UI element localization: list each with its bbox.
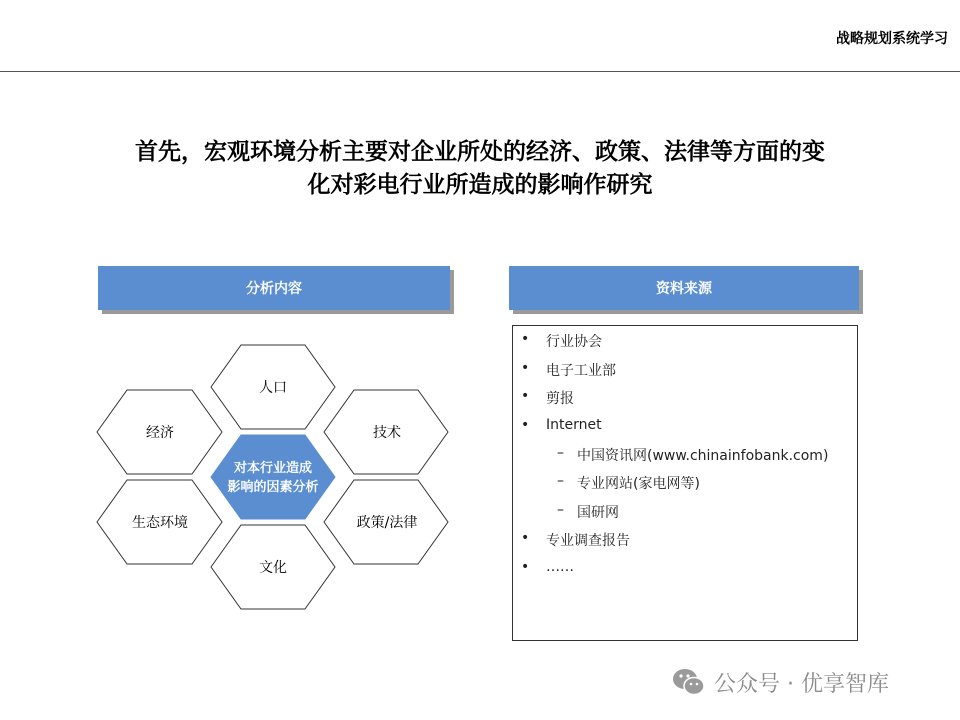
source-item: 电子工业部 bbox=[546, 363, 616, 379]
bullet-icon: • bbox=[521, 530, 530, 546]
source-item: …… bbox=[546, 559, 574, 575]
hex-ecology bbox=[97, 480, 222, 564]
hex-policy-law-label: 政策/法律 bbox=[356, 515, 418, 531]
page-title-line-1: 首先，宏观环境分析主要对企业所处的经济、政策、法律等方面的变 bbox=[135, 139, 825, 165]
source-sub-item: 专业网站(家电网等) bbox=[577, 476, 700, 492]
bullet-icon: • bbox=[521, 417, 530, 433]
source-sub-item: 中国资讯网(www.chinainfobank.com) bbox=[577, 448, 829, 464]
dash-icon: – bbox=[557, 473, 564, 489]
bullet-icon: • bbox=[521, 559, 530, 575]
data-sources-box bbox=[512, 325, 858, 641]
watermark-text: 公众号 · 优享智库 bbox=[714, 671, 889, 697]
source-item: 行业协会 bbox=[546, 334, 602, 350]
source-item: 专业调查报告 bbox=[546, 533, 630, 549]
hex-economy bbox=[97, 390, 222, 474]
hex-policy-law bbox=[324, 480, 448, 564]
hex-technology bbox=[324, 390, 448, 474]
bullet-icon: • bbox=[521, 388, 530, 404]
analysis-content-header: 分析内容 bbox=[98, 266, 450, 310]
hex-culture-label: 文化 bbox=[259, 560, 287, 576]
watermark bbox=[672, 664, 889, 700]
source-item: 剪报 bbox=[546, 391, 574, 407]
hex-center-label-line-2: 影响的因素分析 bbox=[227, 480, 319, 495]
dash-icon: – bbox=[557, 502, 564, 518]
source-sub-item: 国研网 bbox=[577, 505, 619, 521]
hex-population-label: 人口 bbox=[259, 380, 287, 396]
hex-population bbox=[211, 345, 335, 429]
hex-economy-label: 经济 bbox=[146, 425, 174, 441]
bullet-icon: • bbox=[521, 360, 530, 376]
hex-center bbox=[211, 435, 335, 519]
page-title-line-2: 化对彩电行业所造成的影响作研究 bbox=[307, 172, 653, 198]
data-sources-header: 资料来源 bbox=[509, 266, 859, 310]
wechat-icon bbox=[672, 667, 706, 697]
hex-technology-label: 技术 bbox=[373, 425, 401, 441]
bullet-icon: • bbox=[521, 331, 530, 347]
header-title: 战略规划系统学习 bbox=[836, 31, 948, 47]
dash-icon: – bbox=[557, 445, 564, 461]
source-item: Internet bbox=[546, 417, 602, 433]
hex-center-label-line-1: 对本行业造成 bbox=[233, 461, 313, 476]
hex-culture bbox=[211, 525, 335, 609]
hex-ecology-label: 生态环境 bbox=[132, 515, 188, 531]
